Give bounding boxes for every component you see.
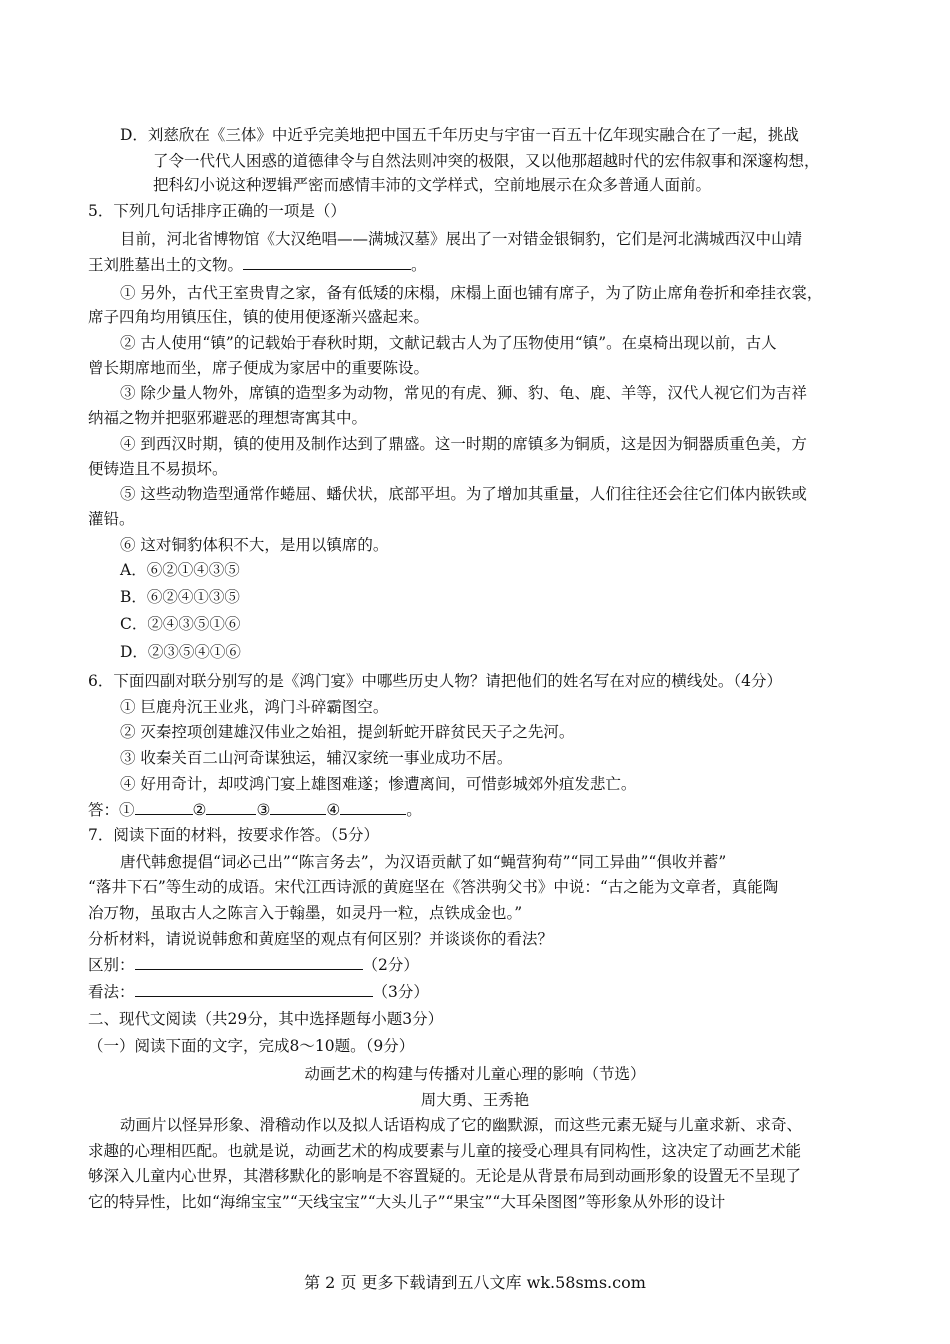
q5-option-a[interactable]: A．⑥②①④③⑤ [120,561,240,579]
q6-blank-2[interactable] [206,798,256,815]
article-para-line2: 求趣的心理相匹配。也就是说，动画艺术的构成要素与儿童的接受心理具有同构性，这决定了动画艺术能 [88,1142,802,1160]
q6-answer-line [88,797,422,823]
q5-option-c[interactable]: C．②④③⑤①⑥ [120,615,241,633]
q5-sentence-2-line1: ② 古人使用“镇”的记载始于春秋时期，文献记载古人为了压物使用“镇”。在桌椅出现以前，古人 [120,334,777,352]
q5-intro-text: 王刘胜墓出土的文物。 [88,256,244,274]
article-para-line3: 够深入儿童内心世界，其潜移默化的影响是不容置疑的。无论是从背景布局到动画形象的设置无不呈现了 [88,1167,802,1185]
article-authors: 周大勇、王秀艳 [420,1091,530,1109]
q5-sentence-6: ⑥ 这对铜豹体积不大，是用以镇席的。 [120,536,389,554]
page-footer: 第 2 页 更多下载请到五八文库 wk.58sms.com [304,1273,646,1292]
q7-task: 分析材料，请说说韩愈和黄庭坚的观点有何区别？并谈谈你的看法？ [88,930,554,948]
q7-view-label: 看法： [88,983,135,1001]
q5-answer-blank[interactable] [243,253,411,270]
q5-sentence-1-line1: ① 另外，古代王室贵胄之家，备有低矮的床榻，床榻上面也铺有席子，为了防止席角卷折和牵挂衣裳， [120,284,823,302]
q5-sentence-4-line1: ④ 到西汉时期，镇的使用及制作达到了鼎盛。这一时期的席镇多为铜质，这是因为铜器质重色美，方 [120,435,807,453]
q6-couplet-3: ③ 收秦关百二山河奇谋独运，辅汉家统一事业成功不居。 [120,749,513,767]
q5-sentence-5-line1: ⑤ 这些动物造型通常作蜷屈、蟠伏状，底部平坦。为了增加其重量，人们往往还会往它们体内嵌铁或 [120,485,807,503]
q6-couplet-1: ① 巨鹿舟沉王业兆，鸿门斗碎霸图空。 [120,698,389,716]
q5-sentence-4-line2: 便铸造且不易损坏。 [88,460,228,478]
q6-stem: 6．下面四副对联分别写的是《鸿门宴》中哪些历史人物？请把他们的姓名写在对应的横线处。（4分） [88,672,782,690]
q5-intro-line1: 目前，河北省博物馆《大汉绝唱——满城汉墓》展出了一对错金银铜豹，它们是河北满城西汉中山靖 [120,230,803,248]
q5-intro-line2 [88,252,427,278]
q6-couplet-4: ④ 好用奇计，却哎鸿门宴上雄图难遂；惨遭离间，可惜彭城郊外疽发悲亡。 [120,775,637,793]
q7-material-line3: 冶万物，虽取古人之陈言入于翰墨，如灵丹一粒，点铁成金也。” [88,904,523,922]
q6-blank-3[interactable] [270,798,326,815]
q6-blank-4[interactable] [340,798,406,815]
q5-option-d[interactable]: D．②③⑤④①⑥ [120,643,241,661]
q6-marker-1: ① [119,801,135,819]
q7-view-score: （3分） [372,983,429,1001]
q7-material-line1: 唐代韩愈提倡“词必己出”“陈言务去”，为汉语贡献了如“蝇营狗苟”“同工异曲”“俱收并蓄” [120,853,727,871]
q5-sentence-1-line2: 席子四角均用镇压住，镇的使用便逐渐兴盛起来。 [88,308,430,326]
q4-option-d-line2: 了令一代代人困惑的道德律令与自然法则冲突的极限，又以他那超越时代的宏伟叙事和深邃构想， [153,152,820,170]
q5-option-b[interactable]: B．⑥②④①③⑤ [120,588,240,606]
q6-marker-2: ② [192,801,207,819]
q7-difference-line [88,952,419,978]
q6-blank-1[interactable] [135,798,193,815]
section2-heading: 二、现代文阅读（共29分，其中选择题每小题3分） [88,1010,444,1028]
q4-option-d-line3: 把科幻小说这种逻辑严密而感情丰沛的文学样式，空前地展示在众多普通人面前。 [153,176,712,194]
q6-answer-end: 。 [406,801,422,819]
q5-sentence-2-line2: 曾长期席地而坐，席子便成为家居中的重要陈设。 [88,359,430,377]
q4-option-d-line1: D．刘慈欣在《三体》中近乎完美地把中国五千年历史与宇宙一百五十亿年现实融合在了一起，挑战 [120,126,799,144]
q5-sentence-5-line2: 灌铅。 [88,510,135,528]
q5-sentence-3-line2: 纳福之物并把驱邪避恶的理想寄寓其中。 [88,409,368,427]
article-para-line1: 动画片以怪异形象、滑稽动作以及拟人话语构成了它的幽默源，而这些元素无疑与儿童求新、求奇、 [120,1116,803,1134]
q7-difference-blank[interactable] [135,953,363,970]
q7-difference-score: （2分） [362,956,419,974]
q6-couplet-2: ② 灭秦控项创建雄汉伟业之始祖，提剑斩蛇开辟贫民天子之先河。 [120,723,575,741]
q6-answer-label: 答： [88,801,120,819]
q5-sentence-3-line1: ③ 除少量人物外，席镇的造型多为动物，常见的有虎、狮、豹、龟、鹿、羊等，汉代人视它们为吉祥 [120,384,807,402]
q7-stem: 7．阅读下面的材料，按要求作答。（5分） [88,826,379,844]
article-para-line4: 它的特异性，比如“海绵宝宝”“天线宝宝”“大头儿子”“果宝”“大耳朵图图”等形象从外形的设计 [88,1193,726,1211]
q5-intro-end: 。 [411,256,427,274]
q6-marker-3: ③ [256,801,271,819]
section2-subheading: （一）阅读下面的文字，完成8～10题。（9分） [88,1037,415,1055]
q6-marker-4: ④ [326,801,341,819]
article-title: 动画艺术的构建与传播对儿童心理的影响（节选） [304,1065,646,1083]
q7-difference-label: 区别： [88,956,135,974]
q7-material-line2: “落井下石”等生动的成语。宋代江西诗派的黄庭坚在《答洪驹父书》中说：“古之能为文章者，真能陶 [88,878,779,896]
q7-view-blank[interactable] [135,980,373,997]
q5-stem: 5．下列几句话排序正确的一项是（） [88,202,346,220]
q7-view-line [88,979,429,1005]
